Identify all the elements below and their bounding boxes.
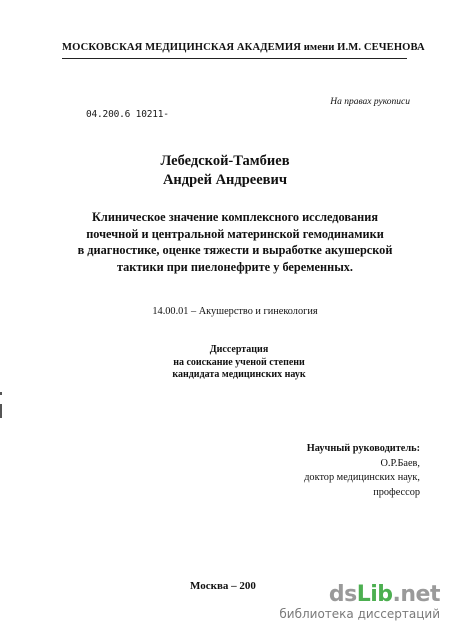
logo-part: Lib — [356, 582, 393, 607]
degree-line: Диссертация — [209, 344, 269, 355]
title-line: тактики при пиелонефрите у беременных. — [116, 259, 354, 274]
degree-statement — [0, 344, 450, 382]
scan-edge-mark — [0, 404, 2, 418]
supervisor-name: О.Р.Баев, — [380, 457, 420, 469]
title-line: Клиническое значение комплексного исследования — [92, 210, 378, 224]
scientific-supervisor — [304, 442, 420, 500]
city-year: Москва – 200 — [190, 580, 256, 592]
title-line: в диагностике, оценке тяжести и выработке акушерской — [77, 243, 393, 257]
degree-line: кандидата медицинских наук — [172, 369, 306, 380]
dissertation-title — [40, 209, 430, 275]
scan-edge-mark — [0, 392, 2, 395]
dslib-watermark — [279, 584, 440, 621]
manuscript-rights-note: На правах рукописи — [330, 97, 410, 107]
author-name — [0, 152, 450, 190]
supervisor-label: Научный руководитель: — [306, 443, 420, 454]
logo-part: ds — [328, 582, 357, 607]
logo-part: .net — [392, 582, 440, 607]
supervisor-title: профессор — [373, 486, 420, 498]
header-underline — [62, 58, 407, 59]
degree-line: на соискание ученой степени — [173, 356, 305, 368]
supervisor-degree: доктор медицинских наук, — [304, 472, 420, 483]
title-line: почечной и центральной материнской гемодинамики — [86, 226, 384, 241]
institution-header: МОСКОВСКАЯ МЕДИЦИНСКАЯ АКАДЕМИЯ имени И.М. СЕЧЕНОВА — [62, 42, 425, 53]
registration-stamp: 04.200.6 10211- — [86, 109, 169, 120]
author-surname: Лебедской-Тамбиев — [160, 153, 290, 169]
specialty-code: 14.00.01 – Акушерство и гинекология — [152, 306, 318, 317]
dslib-logo — [279, 584, 440, 606]
watermark-subtitle: библиотека диссертаций — [279, 607, 440, 621]
author-given-names: Андрей Андреевич — [162, 172, 288, 188]
